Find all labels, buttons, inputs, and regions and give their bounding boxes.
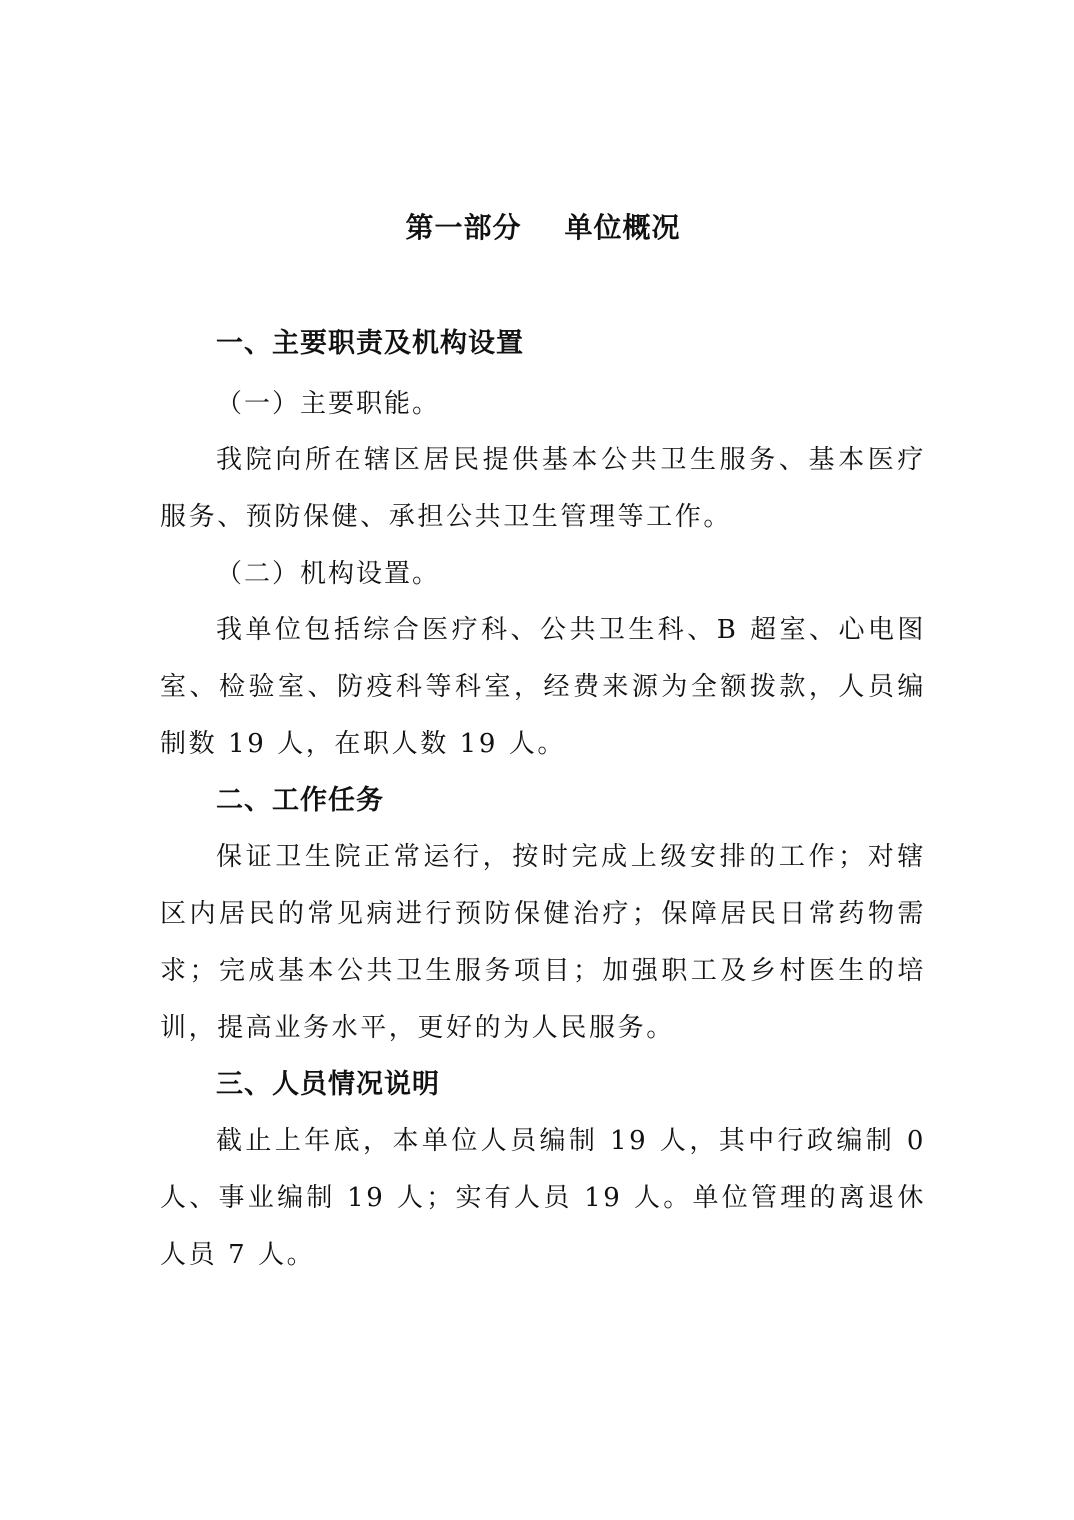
page-title: 第一部分 单位概况 xyxy=(405,211,681,244)
subheading-main-functions: （一）主要职能。 xyxy=(216,389,441,419)
subheading-organization: （二）机构设置。 xyxy=(216,559,441,589)
paragraph-organization: 我单位包括综合医疗科、公共卫生科、B 超室、心电图室、检验室、防疫科等科室，经费来源为全额拨款，人员编制数 19 人，在职人数 19 人。 xyxy=(160,615,926,759)
paragraph-tasks: 保证卫生院正常运行，按时完成上级安排的工作；对辖区内居民的常见病进行预防保健治疗；保障居民日常药物需求；完成基本公共卫生服务项目；加强职工及乡村医生的培训，提高业务水平，更好的为人民服务。 xyxy=(160,842,926,1043)
section-heading-duties: 一、主要职责及机构设置 xyxy=(216,328,524,359)
document-body xyxy=(160,316,926,1284)
section-heading-personnel: 三、人员情况说明 xyxy=(216,1069,440,1100)
paragraph-main-functions: 我院向所在辖区居民提供基本公共卫生服务、基本医疗服务、预防保健、承担公共卫生管理等工作。 xyxy=(160,445,926,532)
paragraph-personnel: 截止上年底，本单位人员编制 19 人，其中行政编制 0 人、事业编制 19 人；实有人员 19 人。单位管理的离退休人员 7 人。 xyxy=(160,1126,926,1270)
section-heading-tasks: 二、工作任务 xyxy=(216,785,384,816)
